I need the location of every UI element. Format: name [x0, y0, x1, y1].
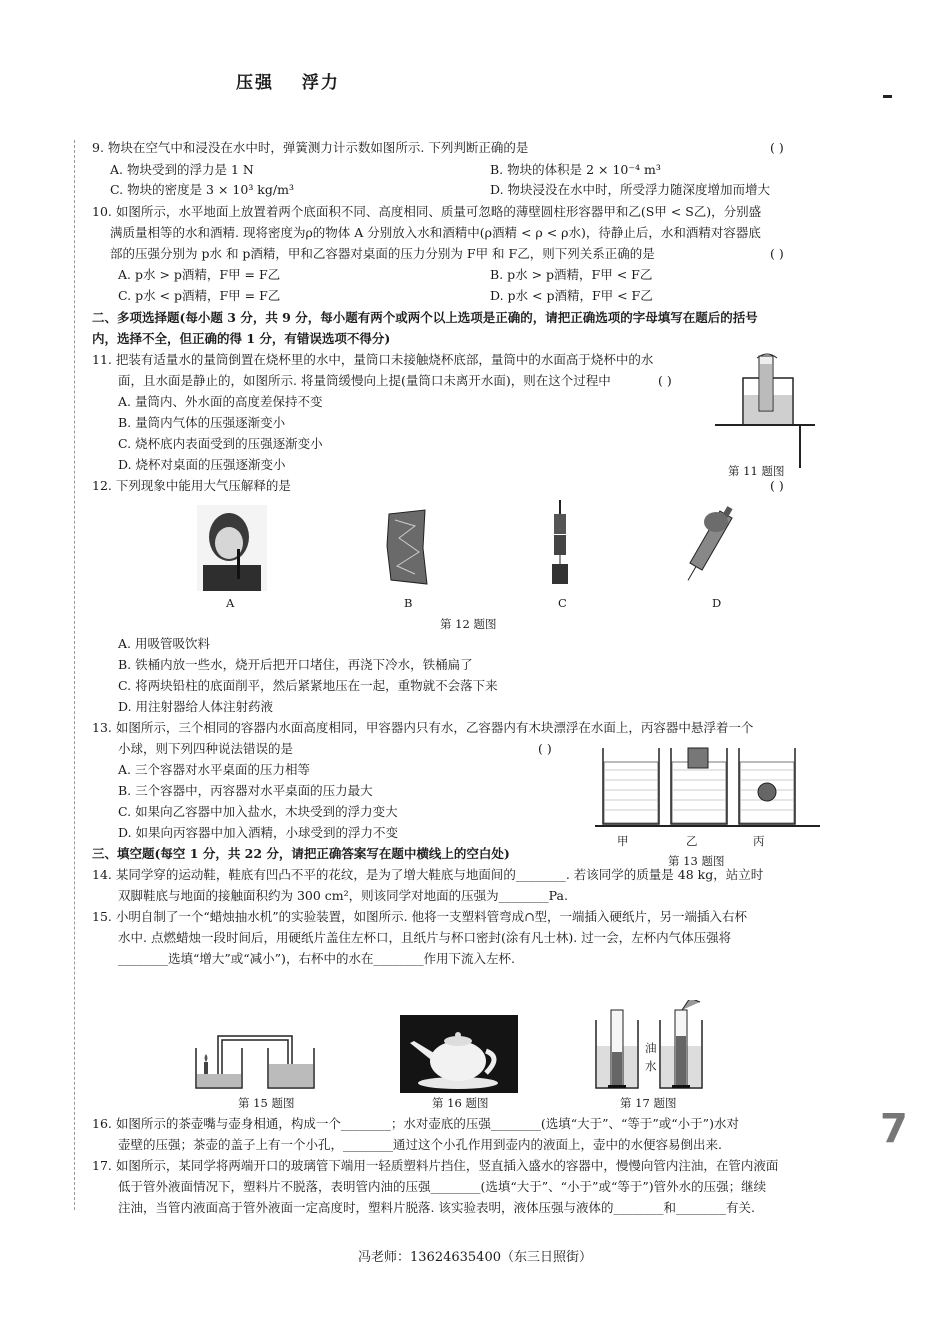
section2-heading: 二、多项选择题(每小题 3 分，共 9 分，每小题有两个或两个以上选项是正确的，请把正确选项的字母填写在题后的括号	[92, 310, 758, 325]
q13-option-a: A. 三个容器对水平桌面的压力相等	[118, 762, 310, 777]
q13-answer-paren: ( )	[538, 741, 552, 756]
q12-image-a-straw	[197, 505, 267, 591]
q13-label-bing: 丙	[753, 834, 765, 848]
q17-caption: 第 17 题图	[620, 1096, 677, 1110]
q12-option-d: D. 用注射器给人体注射药液	[118, 699, 274, 714]
q17-label-oil: 油	[645, 1041, 657, 1055]
q9-stem: 9. 物块在空气中和浸没在水中时，弹簧测力计示数如图所示. 下列判断正确的是	[92, 140, 529, 155]
q11-answer-paren: ( )	[658, 373, 672, 388]
q11-option-b: B. 量筒内气体的压强逐渐变小	[118, 415, 286, 430]
q12-caption: 第 12 题图	[440, 617, 497, 631]
q10-option-c: C. p水 < p酒精，F甲 = F乙	[118, 288, 281, 303]
corner-mark	[883, 95, 892, 98]
q12-label-b: B	[404, 596, 413, 610]
q12-stem: 12. 下列现象中能用大气压解释的是	[92, 478, 291, 493]
q12-answer-paren: ( )	[770, 478, 784, 493]
q13-label-jia: 甲	[617, 834, 629, 848]
q15-figure-candle-pump	[192, 1030, 322, 1092]
q14-line1: 14. 某同学穿的运动鞋，鞋底有凹凸不平的花纹，是为了增大鞋底与地面间的________. 若该同学的质量是 48 kg，站立时	[92, 867, 764, 882]
q9-option-c: C. 物块的密度是 3 × 10³ kg/m³	[110, 182, 294, 197]
section3-heading: 三、填空题(每空 1 分，共 22 分，请把正确答案写在题中横线上的空白处)	[92, 846, 510, 861]
q16-figure-teapot	[400, 1015, 518, 1093]
header-word-buoyancy: 浮力	[301, 73, 340, 93]
q12-label-a: A	[226, 596, 235, 610]
q15-line2: 水中. 点燃蜡烛一段时间后，用硬纸片盖住左杯口，且纸片与杯口密封(涂有凡士林). 过一会，左杯内气体压强将	[118, 930, 732, 945]
q10-line1: 10. 如图所示，水平地面上放置着两个底面积不同、高度相同、质量可忽略的薄壁圆柱形容器甲和乙(S甲 < S乙)，分别盛	[92, 204, 762, 219]
q16-line2: 壶壁的压强；茶壶的盖子上有一个小孔，________通过这个小孔作用到壶内的液面上，壶中的水便容易倒出来.	[118, 1137, 722, 1152]
footer-contact: 冯老师：13624635400（东三日照街）	[358, 1250, 592, 1265]
q9-option-a: A. 物块受到的浮力是 1 N	[110, 162, 254, 177]
q15-caption: 第 15 题图	[238, 1096, 295, 1110]
q11-figure-beaker	[705, 350, 825, 470]
q17-line2: 低于管外液面情况下，塑料片不脱落，表明管内油的压强________(选填“大于”、“小于”或“等于”)管外水的压强；继续	[118, 1179, 767, 1194]
q12-option-c: C. 将两块铅柱的底面削平，然后紧紧地压在一起，重物就不会落下来	[118, 678, 498, 693]
q13-option-c: C. 如果向乙容器中加入盐水，木块受到的浮力变大	[118, 804, 398, 819]
q10-option-a: A. p水 > p酒精，F甲 = F乙	[118, 267, 281, 282]
q13-label-yi: 乙	[686, 834, 698, 848]
q11-option-a: A. 量筒内、外水面的高度差保持不变	[118, 394, 323, 409]
q11-option-d: D. 烧杯对桌面的压强逐渐变小	[118, 457, 286, 472]
q12-image-c-lead-cylinders	[545, 500, 575, 586]
q16-line1: 16. 如图所示的茶壶嘴与壶身相通，构成一个________；水对壶底的压强________(选填“大于”、“等于”或“小于”)水对	[92, 1116, 739, 1131]
q11-caption: 第 11 题图	[728, 464, 785, 478]
section2-heading-cont: 内，选择不全，但正确的得 1 分，有错误选项不得分)	[92, 331, 391, 346]
q10-answer-paren: ( )	[770, 246, 784, 261]
q17-line1: 17. 如图所示，某同学将两端开口的玻璃管下端用一轻质塑料片挡住，竖直插入盛水的容器中，慢慢向管内注油，在管内液面	[92, 1158, 779, 1173]
q15-line1: 15. 小明自制了一个“蜡烛抽水机”的实验装置，如图所示. 他将一支塑料管弯成∩型，一端插入硬纸片，另一端插入右杯	[92, 909, 748, 924]
q9-option-b: B. 物块的体积是 2 × 10⁻⁴ m³	[490, 162, 661, 177]
q13-option-b: B. 三个容器中，丙容器对水平桌面的压力最大	[118, 783, 373, 798]
q13-caption: 第 13 题图	[668, 854, 725, 868]
q14-line2: 双脚鞋底与地面的接触面积约为 300 cm²，则该同学对地面的压强为________Pa.	[118, 888, 568, 903]
page-header	[236, 68, 360, 93]
q11-line1: 11. 把装有适量水的量筒倒置在烧杯里的水中，量筒口未接触烧杯底部，量筒中的水面高于烧杯中的水	[92, 352, 654, 367]
header-word-pressure: 压强	[236, 73, 274, 93]
q9-answer-paren: ( )	[770, 140, 784, 155]
q16-caption: 第 16 题图	[432, 1096, 489, 1110]
margin-line	[74, 140, 76, 1210]
page-number: 7	[880, 1106, 908, 1152]
q13-option-d: D. 如果向丙容器中加入酒精，小球受到的浮力不变	[118, 825, 399, 840]
q15-line3: ________选填“增大”或“减小”)，右杯中的水在________作用下流入左杯.	[118, 951, 515, 966]
q10-option-d: D. p水 < p酒精，F甲 < F乙	[490, 288, 653, 303]
q10-option-b: B. p水 > p酒精，F甲 < F乙	[490, 267, 653, 282]
q12-label-d: D	[712, 596, 722, 610]
q11-option-c: C. 烧杯底内表面受到的压强逐渐变小	[118, 436, 323, 451]
q12-option-a: A. 用吸管吸饮料	[118, 636, 210, 651]
q12-label-c: C	[558, 596, 567, 610]
q13-figure-containers	[595, 740, 820, 832]
q9-option-d: D. 物块浸没在水中时，所受浮力随深度增加而增大	[490, 182, 771, 197]
q17-label-water: 水	[645, 1059, 657, 1073]
q10-line3: 部的压强分别为 p水 和 p酒精，甲和乙容器对桌面的压力分别为 F甲 和 F乙，则下列关系正确的是	[110, 246, 655, 261]
q12-image-b-crushed-can	[385, 508, 429, 586]
q12-image-d-syringe	[682, 502, 736, 586]
q13-line2: 小球，则下列四种说法错误的是	[118, 741, 294, 756]
q12-option-b: B. 铁桶内放一些水，烧开后把开口堵住，再浇下冷水，铁桶扁了	[118, 657, 473, 672]
q13-line1: 13. 如图所示，三个相同的容器内水面高度相同，甲容器内只有水，乙容器内有木块漂浮在水面上，丙容器中悬浮着一个	[92, 720, 754, 735]
q11-line2: 面，且水面是静止的，如图所示. 将量筒缓慢向上提(量筒口未离开水面)，则在这个过程中	[118, 373, 611, 388]
q10-line2: 满质量相等的水和酒精. 现将密度为ρ的物体 A 分别放入水和酒精中(ρ酒精 < ρ < ρ水)，待静止后，水和酒精对容器底	[110, 225, 761, 240]
q17-line3: 注油，当管内液面高于管外液面一定高度时，塑料片脱落. 该实验表明，液体压强与液体的________和________有关.	[118, 1200, 755, 1215]
